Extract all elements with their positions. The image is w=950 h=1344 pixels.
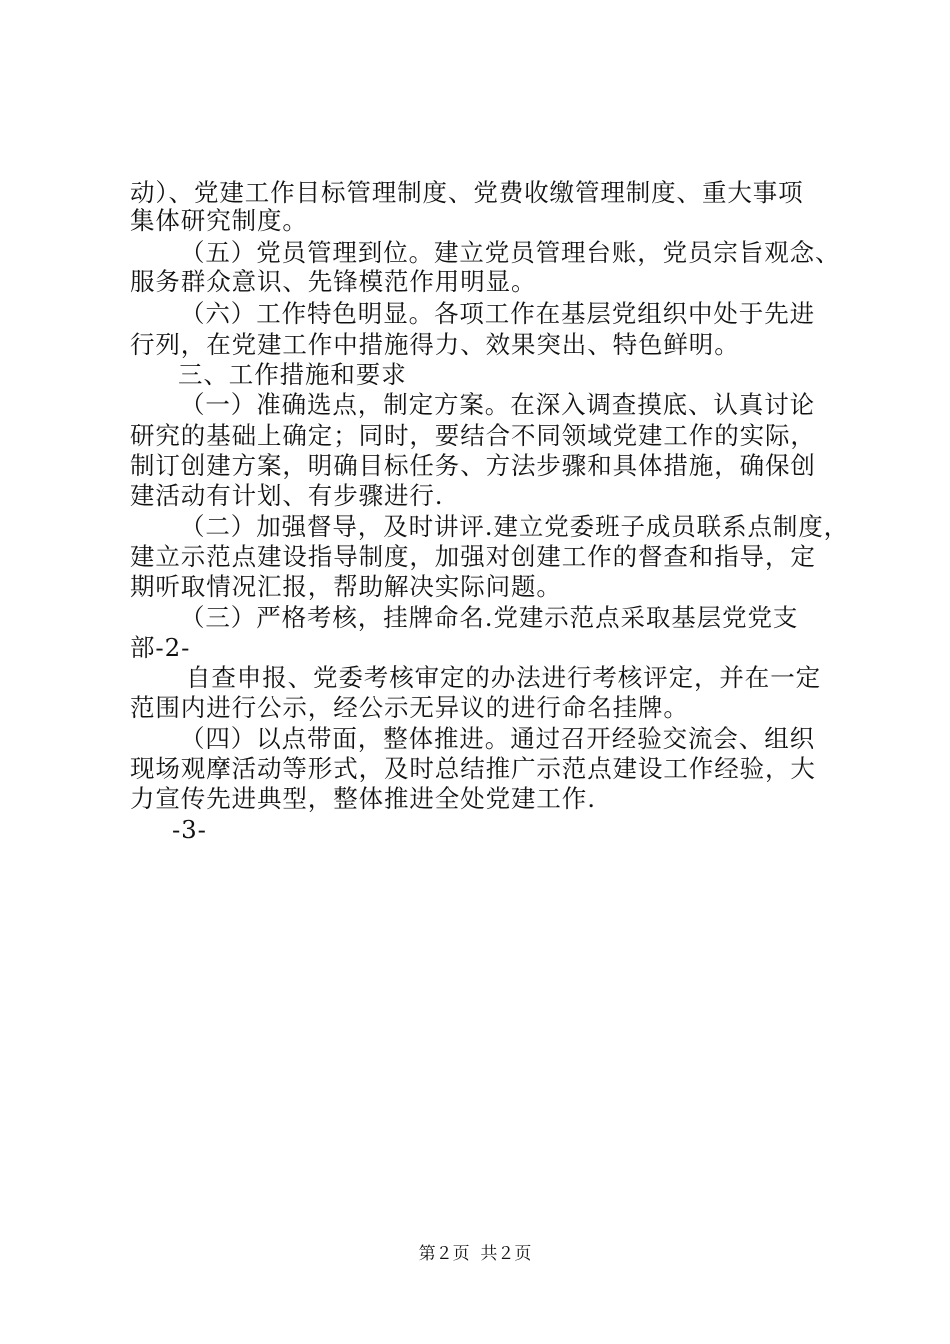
text-line: （一）准确选点，制定方案。在深入调查摸底、认真讨论 [180, 390, 815, 419]
text-line: 力宣传先进典型，整体推进全处党建工作. [130, 784, 596, 813]
text-line: 范围内进行公示，经公示无异议的进行命名挂牌。 [130, 693, 689, 722]
page-footer: 第２页 共２页 [418, 1244, 532, 1264]
text-line: （三）严格考核，挂牌命名.党建示范点采取基层党党支 [180, 603, 799, 632]
text-line: 建立示范点建设指导制度，加强对创建工作的督查和指导，定 [130, 542, 816, 571]
text-line: 期听取情况汇报，帮助解决实际问题。 [130, 572, 562, 601]
text-line: 建活动有计划、有步骤进行. [130, 481, 444, 510]
text-line: 自查申报、党委考核审定的办法进行考核评定，并在一定 [186, 663, 821, 692]
section-heading: 三、工作措施和要求 [178, 360, 407, 389]
text-line: （二）加强督导，及时讲评.建立党委班子成员联系点制度， [180, 512, 850, 541]
text-line: （五）党员管理到位。建立党员管理台账，党员宗旨观念、 [180, 238, 841, 267]
text-line: 动）、党建工作目标管理制度、党费收缴管理制度、重大事项 [130, 178, 804, 207]
text-line: （六）工作特色明显。各项工作在基层党组织中处于先进 [180, 299, 815, 328]
text-line: 行列，在党建工作中措施得力、效果突出、特色鲜明。 [130, 330, 740, 359]
text-line: 现场观摩活动等形式，及时总结推广示范点建设工作经验，大 [130, 754, 816, 783]
text-line: 研究的基础上确定；同时，要结合不同领域党建工作的实际， [130, 421, 816, 450]
text-line: （四）以点带面，整体推进。通过召开经验交流会、组织 [180, 724, 815, 753]
text-line: 集体研究制度。 [130, 206, 308, 235]
page-marker: -3- [172, 815, 207, 844]
text-line: 服务群众意识、先锋模范作用明显。 [130, 267, 537, 296]
text-line: 部-2- [130, 633, 191, 662]
text-line: 制订创建方案，明确目标任务、方法步骤和具体措施，确保创 [130, 451, 816, 480]
